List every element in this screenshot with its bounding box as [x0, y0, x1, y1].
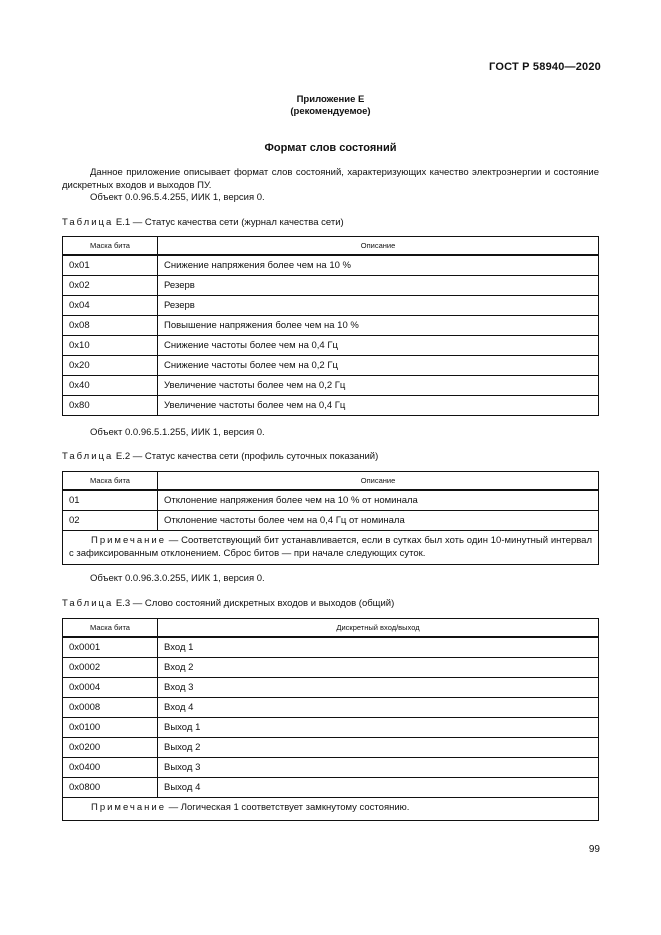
- column-header: Маска бита: [63, 472, 158, 491]
- table2: [62, 471, 599, 565]
- description-cell: Снижение частоты более чем на 0,4 Гц: [158, 336, 599, 356]
- description-cell: Отклонение частоты более чем на 0,4 Гц от номинала: [158, 511, 599, 531]
- object-line-3: Объект 0.0.96.3.0.255, ИИК 1, версия 0.: [90, 573, 265, 584]
- table-row: [63, 356, 599, 376]
- table-row: [63, 255, 599, 276]
- note-label: Примечание: [91, 802, 166, 813]
- table-row: [63, 276, 599, 296]
- table-row: [63, 396, 599, 416]
- bit-mask-cell: 02: [63, 511, 158, 531]
- document-id-header: ГОСТ Р 58940—2020: [489, 61, 601, 73]
- table2-caption-text: Е.2 — Статус качества сети (профиль суточных показаний): [113, 451, 379, 462]
- intro-block: [62, 167, 599, 205]
- bit-mask-cell: 0x80: [63, 396, 158, 416]
- io-cell: Вход 4: [158, 698, 599, 718]
- table-note-row: [63, 798, 599, 821]
- description-cell: Увеличение частоты более чем на 0,2 Гц: [158, 376, 599, 396]
- table-row: [63, 738, 599, 758]
- appendix-heading: [0, 94, 661, 118]
- bit-mask-cell: 0x01: [63, 255, 158, 276]
- table-row: [63, 778, 599, 798]
- table-header-row: [63, 472, 599, 491]
- table-header-row: [63, 237, 599, 256]
- description-cell: Снижение частоты более чем на 0,2 Гц: [158, 356, 599, 376]
- description-cell: Резерв: [158, 276, 599, 296]
- description-cell: Повышение напряжения более чем на 10 %: [158, 316, 599, 336]
- table-row: [63, 296, 599, 316]
- bit-mask-cell: 01: [63, 490, 158, 511]
- table1-label: Таблица: [62, 217, 114, 228]
- bit-mask-cell: 0x10: [63, 336, 158, 356]
- table-row: [63, 698, 599, 718]
- table3-caption: [62, 598, 394, 609]
- appendix-status: (рекомендуемое): [290, 106, 371, 117]
- io-cell: Выход 3: [158, 758, 599, 778]
- table3-note: [63, 798, 599, 821]
- intro-paragraph: Данное приложение описывает формат слов состояний, характеризующих качество электроэнергии и состояние дискретных входов и выходов ПУ.: [62, 167, 599, 191]
- table2-label: Таблица: [62, 451, 114, 462]
- bit-mask-cell: 0x0100: [63, 718, 158, 738]
- table3-label: Таблица: [62, 598, 114, 609]
- table1-caption: [62, 217, 344, 228]
- note-text: — Соответствующий бит устанавливается, если в сутках был хоть один 10-минутный интервал с зафиксированным отклонением. Сброс битов — при начале следующих суток.: [69, 535, 592, 559]
- bit-mask-cell: 0x0008: [63, 698, 158, 718]
- table-row: [63, 637, 599, 658]
- appendix-title: Приложение Е: [296, 94, 365, 105]
- bit-mask-cell: 0x20: [63, 356, 158, 376]
- io-cell: Выход 2: [158, 738, 599, 758]
- io-cell: Выход 4: [158, 778, 599, 798]
- table1-caption-text: Е.1 — Статус качества сети (журнал качества сети): [113, 217, 344, 228]
- column-header: Маска бита: [63, 237, 158, 256]
- column-header: Описание: [158, 237, 599, 256]
- io-cell: Вход 2: [158, 658, 599, 678]
- description-cell: Отклонение напряжения более чем на 10 % от номинала: [158, 490, 599, 511]
- table-row: [63, 376, 599, 396]
- table-header-row: [63, 619, 599, 638]
- column-header: Маска бита: [63, 619, 158, 638]
- io-cell: Вход 3: [158, 678, 599, 698]
- object-line-2: Объект 0.0.96.5.1.255, ИИК 1, версия 0.: [90, 427, 265, 438]
- io-cell: Вход 1: [158, 637, 599, 658]
- bit-mask-cell: 0x0400: [63, 758, 158, 778]
- table-row: [63, 758, 599, 778]
- note-text: — Логическая 1 соответствует замкнутому состоянию.: [166, 802, 410, 813]
- table-note-row: [63, 531, 599, 565]
- bit-mask-cell: 0x0800: [63, 778, 158, 798]
- table2-note: [63, 531, 599, 565]
- bit-mask-cell: 0x0001: [63, 637, 158, 658]
- bit-mask-cell: 0x0002: [63, 658, 158, 678]
- table2-caption: [62, 451, 378, 462]
- table3-caption-text: Е.3 — Слово состояний дискретных входов и выходов (общий): [113, 598, 395, 609]
- bit-mask-cell: 0x0004: [63, 678, 158, 698]
- table1: [62, 236, 599, 416]
- section-title: Формат слов состояний: [264, 142, 397, 154]
- page-number: 99: [588, 844, 600, 855]
- table-row: [63, 718, 599, 738]
- table-row: [63, 490, 599, 511]
- bit-mask-cell: 0x08: [63, 316, 158, 336]
- table-row: [63, 658, 599, 678]
- column-header: Описание: [158, 472, 599, 491]
- table-row: [63, 511, 599, 531]
- bit-mask-cell: 0x0200: [63, 738, 158, 758]
- description-cell: Увеличение частоты более чем на 0,4 Гц: [158, 396, 599, 416]
- note-label: Примечание: [91, 535, 166, 546]
- column-header: Дискретный вход/выход: [158, 619, 599, 638]
- object-line-1: Объект 0.0.96.5.4.255, ИИК 1, версия 0.: [90, 192, 265, 203]
- description-cell: Резерв: [158, 296, 599, 316]
- table-row: [63, 316, 599, 336]
- bit-mask-cell: 0x04: [63, 296, 158, 316]
- description-cell: Снижение напряжения более чем на 10 %: [158, 255, 599, 276]
- table-row: [63, 678, 599, 698]
- table-row: [63, 336, 599, 356]
- io-cell: Выход 1: [158, 718, 599, 738]
- bit-mask-cell: 0x02: [63, 276, 158, 296]
- bit-mask-cell: 0x40: [63, 376, 158, 396]
- table3: [62, 618, 599, 821]
